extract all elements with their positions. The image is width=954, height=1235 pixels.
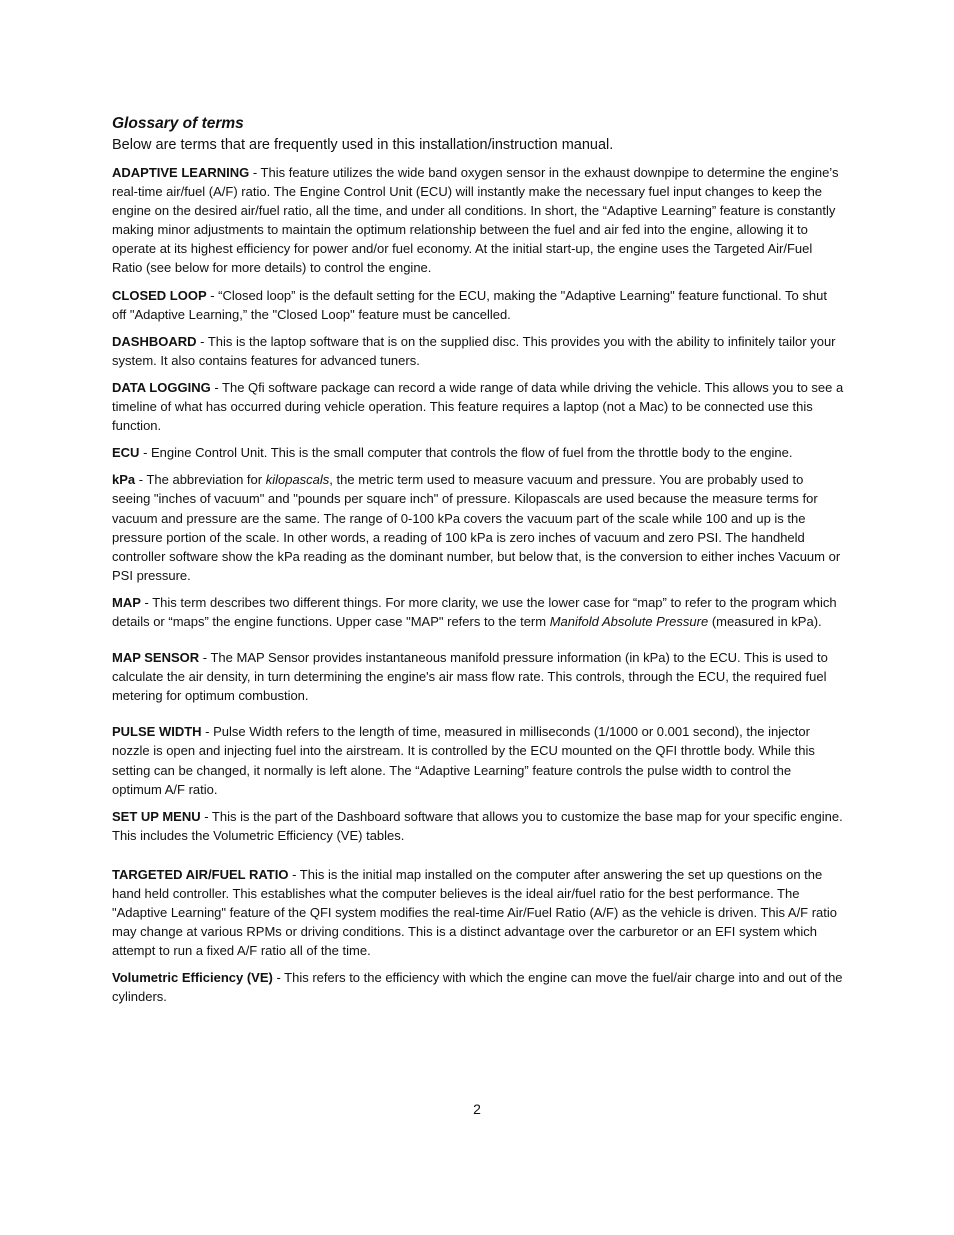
- entry-ecu: [112, 443, 844, 462]
- entry-kpa: [112, 470, 844, 585]
- term-label: MAP: [112, 594, 141, 610]
- term-definition: - This term describes two different things. For more clarity, we use the lower case for “map” to refer to the program which details or “maps” the engine functions. Upper case "MAP" refers to the term: [112, 594, 837, 629]
- term-label: PULSE WIDTH: [112, 724, 202, 740]
- entry-set-up-menu: [112, 807, 844, 845]
- term-label: MAP SENSOR: [112, 650, 200, 666]
- term-definition: - Engine Control Unit. This is the small computer that controls the flow of fuel from the throttle body to the engine.: [139, 445, 793, 461]
- term-definition-cont: (measured in kPa).: [708, 613, 822, 629]
- term-definition-cont: , the metric term used to measure vacuum and pressure. You are probably used to seeing "inches of vacuum" and "pounds per square inch" of pressure. Kilopascals are used because the measure terms for vacuum and pressure are the same. The range of 0-100 kPa covers the vacuum part of the scale while 100 and up is the pressure portion of the scale. In other words, a reading of 100 kPa is zero inches of vacuum and zero PSI. The handheld controller software show the kPa reading as the dominant number, but below that, is the conversion to either inches Vacuum or PSI pressure.: [112, 472, 841, 583]
- term-label: ECU: [112, 445, 140, 461]
- page-number: 2: [473, 1101, 481, 1117]
- term-definition: - Pulse Width refers to the length of time, measured in milliseconds (1/1000 or 0.001 second), the injector nozzle is open and injecting fuel into the airstream. It is controlled by the ECU mounted on the QFI throttle body. While this setting can be changed, it normally is left alone. The “Adaptive Learning” feature controls the pulse width to control the optimum A/F ratio.: [112, 724, 815, 797]
- term-italic: Manifold Absolute Pressure: [549, 613, 709, 629]
- entry-map: [112, 593, 844, 631]
- term-definition: - This is the initial map installed on the computer after answering the set up questions on the hand held controller. This establishes what the computer believes is the ideal air/fuel ratio for the best performance. The "Adaptive Learning" feature of the QFI system modifies the real-time Air/Fuel Ratio (A/F) as the vehicle is driven. This A/F ratio may change at various RPMs or driving conditions. This is a distinct advantage over the carburetor or an EFI system which attempt to run a fixed A/F ratio all of the time.: [112, 866, 838, 959]
- glossary-title: Glossary of terms: [112, 115, 244, 132]
- term-label: Volumetric Efficiency (VE): [112, 970, 273, 986]
- term-label: ADAPTIVE LEARNING: [112, 165, 250, 180]
- term-definition: - The Qfi software package can record a wide range of data while driving the vehicle. This allows you to see a timeline of what has occurred during vehicle operation. This feature requires a laptop (not a Mac) to be connected use this function.: [112, 379, 844, 434]
- term-definition: - This is the part of the Dashboard software that allows you to customize the base map for your specific engine. This includes the Volumetric Efficiency (VE) tables.: [112, 808, 843, 843]
- term-definition: - This is the laptop software that is on the supplied disc. This provides you with the ability to infinitely tailor your system. It also contains features for advanced tuners.: [112, 333, 836, 368]
- entry-adaptive-learning: [112, 163, 844, 278]
- term-label: SET UP MENU: [112, 808, 201, 824]
- term-definition: - “Closed loop” is the default setting for the ECU, making the "Adaptive Learning" feature functional. To shut off "Adaptive Learning,” the "Closed Loop" feature must be cancelled.: [112, 287, 827, 322]
- entry-volumetric-efficiency: [112, 968, 844, 1006]
- term-label: TARGETED AIR/FUEL RATIO: [112, 866, 289, 882]
- term-definition: - The abbreviation for: [135, 472, 266, 488]
- entry-closed-loop: [112, 286, 844, 324]
- term-definition: - The MAP Sensor provides instantaneous manifold pressure information (in kPa) to the ECU. This is used to calculate the air density, in turn determining the engine's air mass flow rate. This controls, through the ECU, the required fuel metering for optimum combustion.: [112, 650, 828, 704]
- term-label: DASHBOARD: [112, 333, 197, 349]
- term-label: DATA LOGGING: [112, 379, 211, 395]
- entry-pulse-width: [112, 722, 844, 798]
- term-definition: - This refers to the efficiency with which the engine can move the fuel/air charge into and out of the cylinders.: [112, 970, 843, 1005]
- term-label: kPa: [112, 472, 136, 488]
- term-italic: kilopascals: [265, 472, 330, 488]
- entry-data-logging: [112, 378, 844, 435]
- term-label: CLOSED LOOP: [112, 287, 207, 303]
- glossary-section: [112, 113, 844, 1015]
- glossary-intro: Below are terms that are frequently used in this installation/instruction manual.: [112, 137, 614, 153]
- entry-map-sensor: [112, 648, 844, 705]
- entry-dashboard: [112, 332, 844, 370]
- term-definition: - This feature utilizes the wide band oxygen sensor in the exhaust downpipe to determine the engine’s real-time air/fuel (A/F) ratio. The Engine Control Unit (ECU) will instantly make the necessary fuel input changes to keep the engine on the desired air/fuel ratio, all the time, and under all conditions. In short, the “Adaptive Learning” feature is constantly making minor adjustments to maintain the optimum relationship between the fuel and air fed into the engine, allowing it to operate at its highest efficiency for power and/or fuel economy. At the initial start-up, the engine uses the Targeted Air/Fuel Ratio (see below for more details) to control the engine.: [112, 165, 839, 276]
- entry-targeted-air-fuel-ratio: [112, 865, 844, 960]
